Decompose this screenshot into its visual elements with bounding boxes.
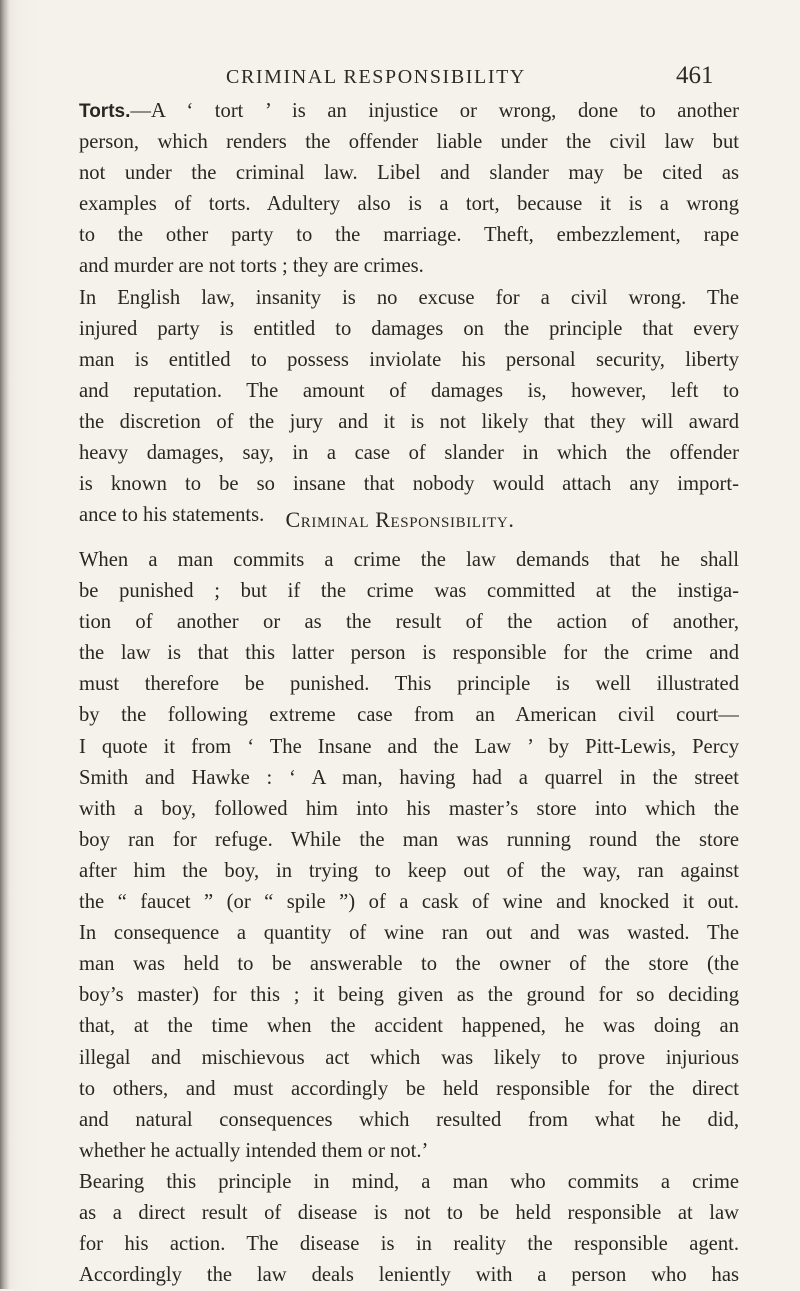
text-line: the discretion of the jury and it is not likely that they will award (79, 410, 739, 433)
text-line: illegal and mischievous act which was likely to prove injurious (79, 1046, 739, 1069)
text-line: person, which renders the offender liable under the civil law but (79, 131, 739, 154)
text-line: man was held to be answerable to the owner of the store (the (79, 953, 739, 976)
text-line: tion of another or as the result of the action of another, (79, 611, 739, 634)
text-line: examples of torts. Adultery also is a tort, because it is a wrong (79, 193, 739, 216)
criminal-paragraphs (79, 545, 739, 1291)
text-line: injured party is entitled to damages on the principle that every (79, 317, 739, 340)
page-number: 461 (676, 62, 714, 89)
text-line: boy ran for refuge. While the man was running round the store (79, 828, 739, 851)
text-line: I quote it from ‘ The Insane and the Law ’ by Pitt-Lewis, Percy (79, 735, 739, 758)
text-line: not under the criminal law. Libel and slander may be cited as (79, 162, 739, 185)
text-line: heavy damages, say, in a case of slander in which the offender (79, 442, 739, 465)
text-line: When a man commits a crime the law demands that he shall (79, 549, 739, 571)
text-line: that, at the time when the accident happened, he was doing an (79, 1015, 739, 1038)
text-line: Smith and Hawke : ‘ A man, having had a quarrel in the street (79, 766, 739, 789)
running-title: CRIMINAL RESPONSIBILITY (226, 66, 526, 88)
text-line: and natural consequences which resulted from what he did, (79, 1108, 739, 1131)
text-line: must therefore be punished. This principle is well illustrated (79, 673, 739, 696)
text-line: and reputation. The amount of damages is, however, left to (79, 379, 739, 402)
section-heading: Criminal Responsibility. (285, 507, 515, 532)
text-line: to the other party to the marriage. Theft, embezzlement, rape (79, 224, 739, 247)
torts-paragraphs (79, 96, 739, 531)
text-line: ance to his statements. (79, 504, 265, 527)
text-line: after him the boy, in trying to keep out of the way, ran against (79, 859, 739, 882)
text-line: Accordingly the law deals leniently with a person who has (79, 1264, 739, 1287)
text-line: and murder are not torts ; they are crimes. (79, 255, 424, 278)
text-line: to others, and must accordingly be held responsible for the direct (79, 1077, 739, 1100)
text-line: Torts.—A ‘ tort ’ is an injustice or wrong, done to another (79, 100, 739, 122)
text-line: man is entitled to possess inviolate his personal security, liberty (79, 348, 739, 371)
text-line: Bearing this principle in mind, a man who commits a crime (79, 1170, 739, 1193)
text-line: by the following extreme case from an American civil court— (79, 704, 739, 727)
text-line: In consequence a quantity of wine ran out and was wasted. The (79, 922, 739, 945)
text-line: the “ faucet ” (or “ spile ”) of a cask of wine and knocked it out. (79, 891, 739, 914)
text-line: boy’s master) for this ; it being given as the ground for so deciding (79, 984, 739, 1007)
text-line: for his action. The disease is in reality the responsible agent. (79, 1233, 739, 1256)
text-line: whether he actually intended them or not.’ (79, 1139, 429, 1162)
text-line: with a boy, followed him into his master’s store into which the (79, 797, 739, 820)
torts-lead: Torts. (79, 101, 131, 122)
page-gutter-shadow (0, 0, 10, 1289)
text-line: the law is that this latter person is responsible for the crime and (79, 642, 739, 665)
text-line: be punished ; but if the crime was committed at the instiga- (79, 580, 739, 603)
text-line: as a direct result of disease is not to be held responsible at law (79, 1201, 739, 1224)
text-line: In English law, insanity is no excuse for a civil wrong. The (79, 286, 739, 309)
text-line: is known to be so insane that nobody would attach any import- (79, 473, 739, 496)
